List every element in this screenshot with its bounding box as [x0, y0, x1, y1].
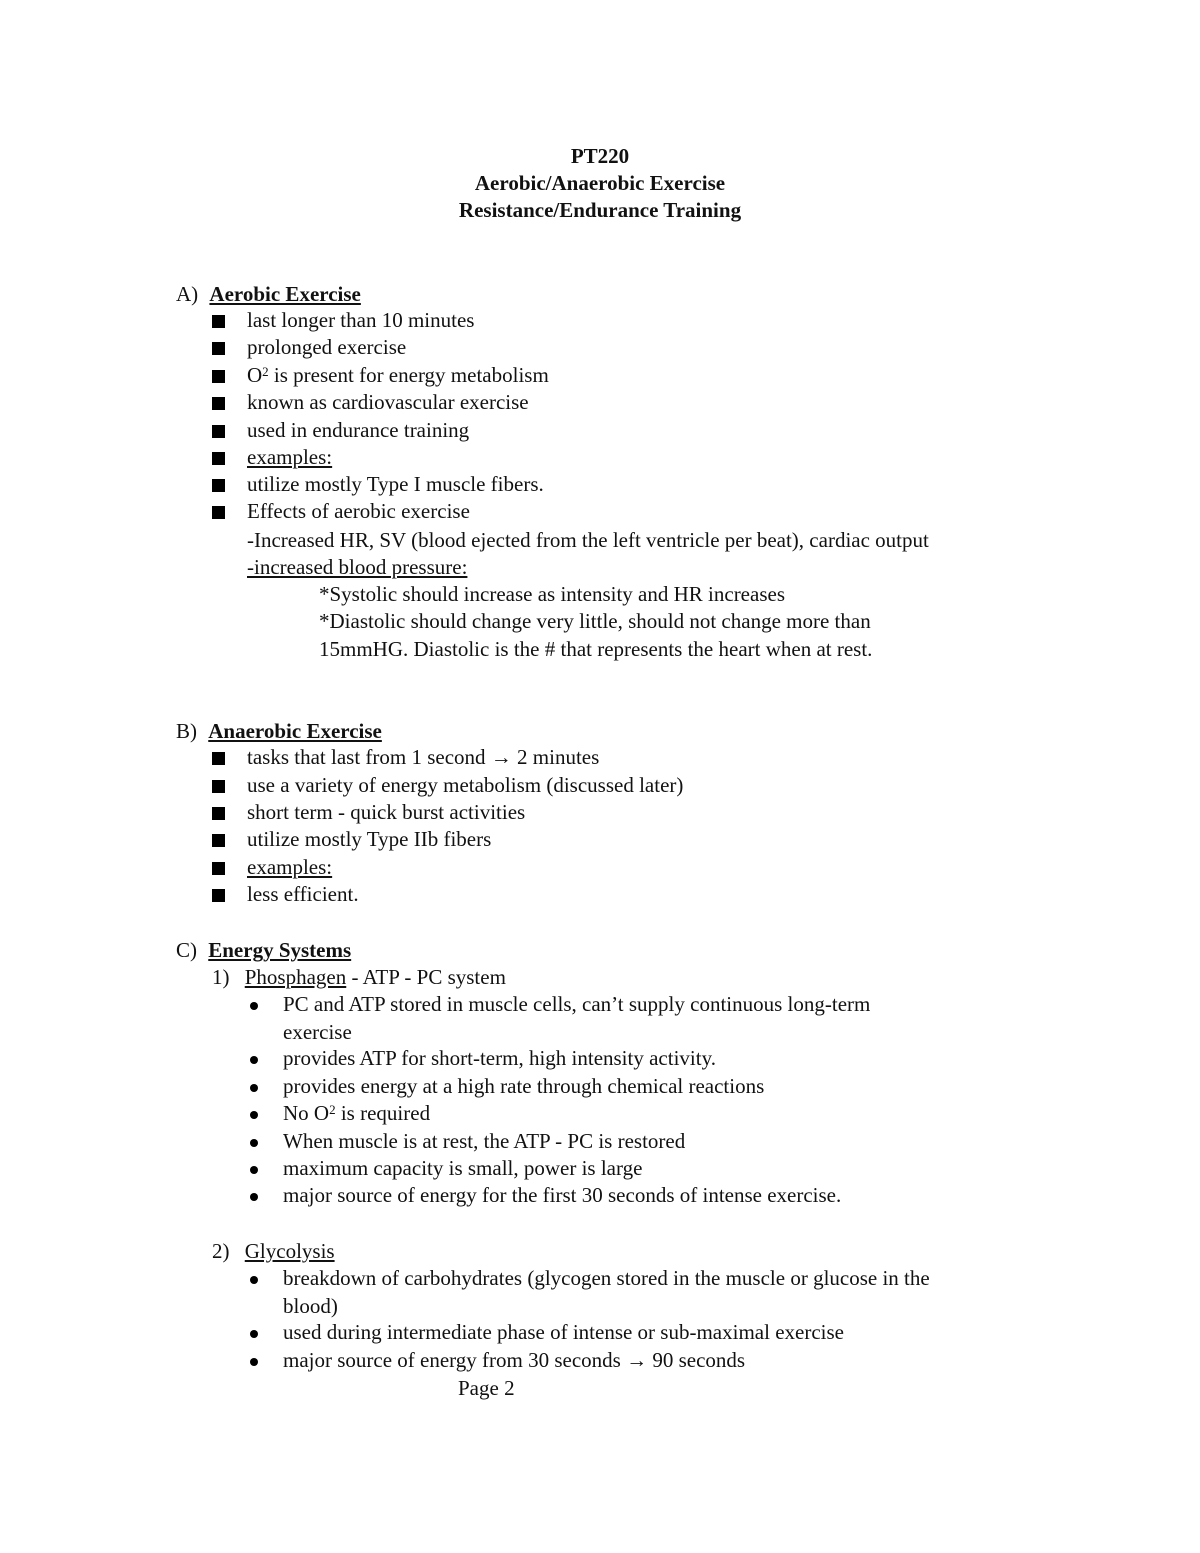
square-bullet-icon [212, 780, 225, 793]
round-bullet-icon [250, 1111, 258, 1119]
course-title: PT220 [570, 144, 630, 168]
section-a-title: Aerobic Exercise [209, 282, 361, 306]
square-bullet-icon [212, 479, 225, 492]
round-bullet-icon [250, 1330, 258, 1338]
square-bullet-icon [212, 397, 225, 410]
square-bullet-icon [212, 315, 225, 328]
square-bullet-icon [212, 342, 225, 355]
square-bullet-icon [212, 370, 225, 383]
document-subtitle: Aerobic/Anaerobic Exercise [474, 171, 726, 195]
round-bullet-icon [250, 1139, 258, 1147]
section-b-title: Anaerobic Exercise [208, 719, 382, 743]
square-bullet-icon [212, 452, 225, 465]
round-bullet-icon [250, 1056, 258, 1064]
list-item-continuation: exercise [283, 1020, 352, 1044]
section-a-heading [176, 281, 361, 308]
round-bullet-icon [250, 1358, 258, 1366]
square-bullet-icon [212, 862, 225, 875]
round-bullet-icon [250, 1166, 258, 1174]
square-bullet-icon [212, 752, 225, 765]
round-bullet-icon [250, 1276, 258, 1284]
square-bullet-icon [212, 834, 225, 847]
round-bullet-icon [250, 1084, 258, 1092]
section-c-heading [176, 937, 351, 964]
page-number: Page 2 [458, 1376, 515, 1400]
section-a-letter: A) [176, 282, 199, 306]
square-bullet-icon [212, 425, 225, 438]
section-c-letter: C) [176, 938, 197, 962]
document-subtitle-2: Resistance/Endurance Training [458, 198, 742, 222]
section-b-heading [176, 718, 382, 745]
subsection-phosphagen: 1) Phosphagen - ATP - PC system [212, 965, 506, 989]
list-item-continuation: blood) [283, 1294, 338, 1318]
effects-line: 15mmHG. Diastolic is the # that represents the heart when at rest. [319, 637, 873, 661]
effects-line: *Diastolic should change very little, should not change more than [319, 609, 871, 633]
effects-line: *Systolic should increase as intensity and HR increases [319, 582, 785, 606]
section-b-letter: B) [176, 719, 197, 743]
subsection-glycolysis: 2) Glycolysis [212, 1239, 335, 1263]
round-bullet-icon [250, 1002, 258, 1010]
square-bullet-icon [212, 889, 225, 902]
effects-line: -increased blood pressure: [247, 555, 468, 579]
square-bullet-icon [212, 807, 225, 820]
section-c-title: Energy Systems [208, 938, 352, 962]
square-bullet-icon [212, 506, 225, 519]
round-bullet-icon [250, 1193, 258, 1201]
effects-line: -Increased HR, SV (blood ejected from the left ventricle per beat), cardiac output [247, 528, 929, 552]
